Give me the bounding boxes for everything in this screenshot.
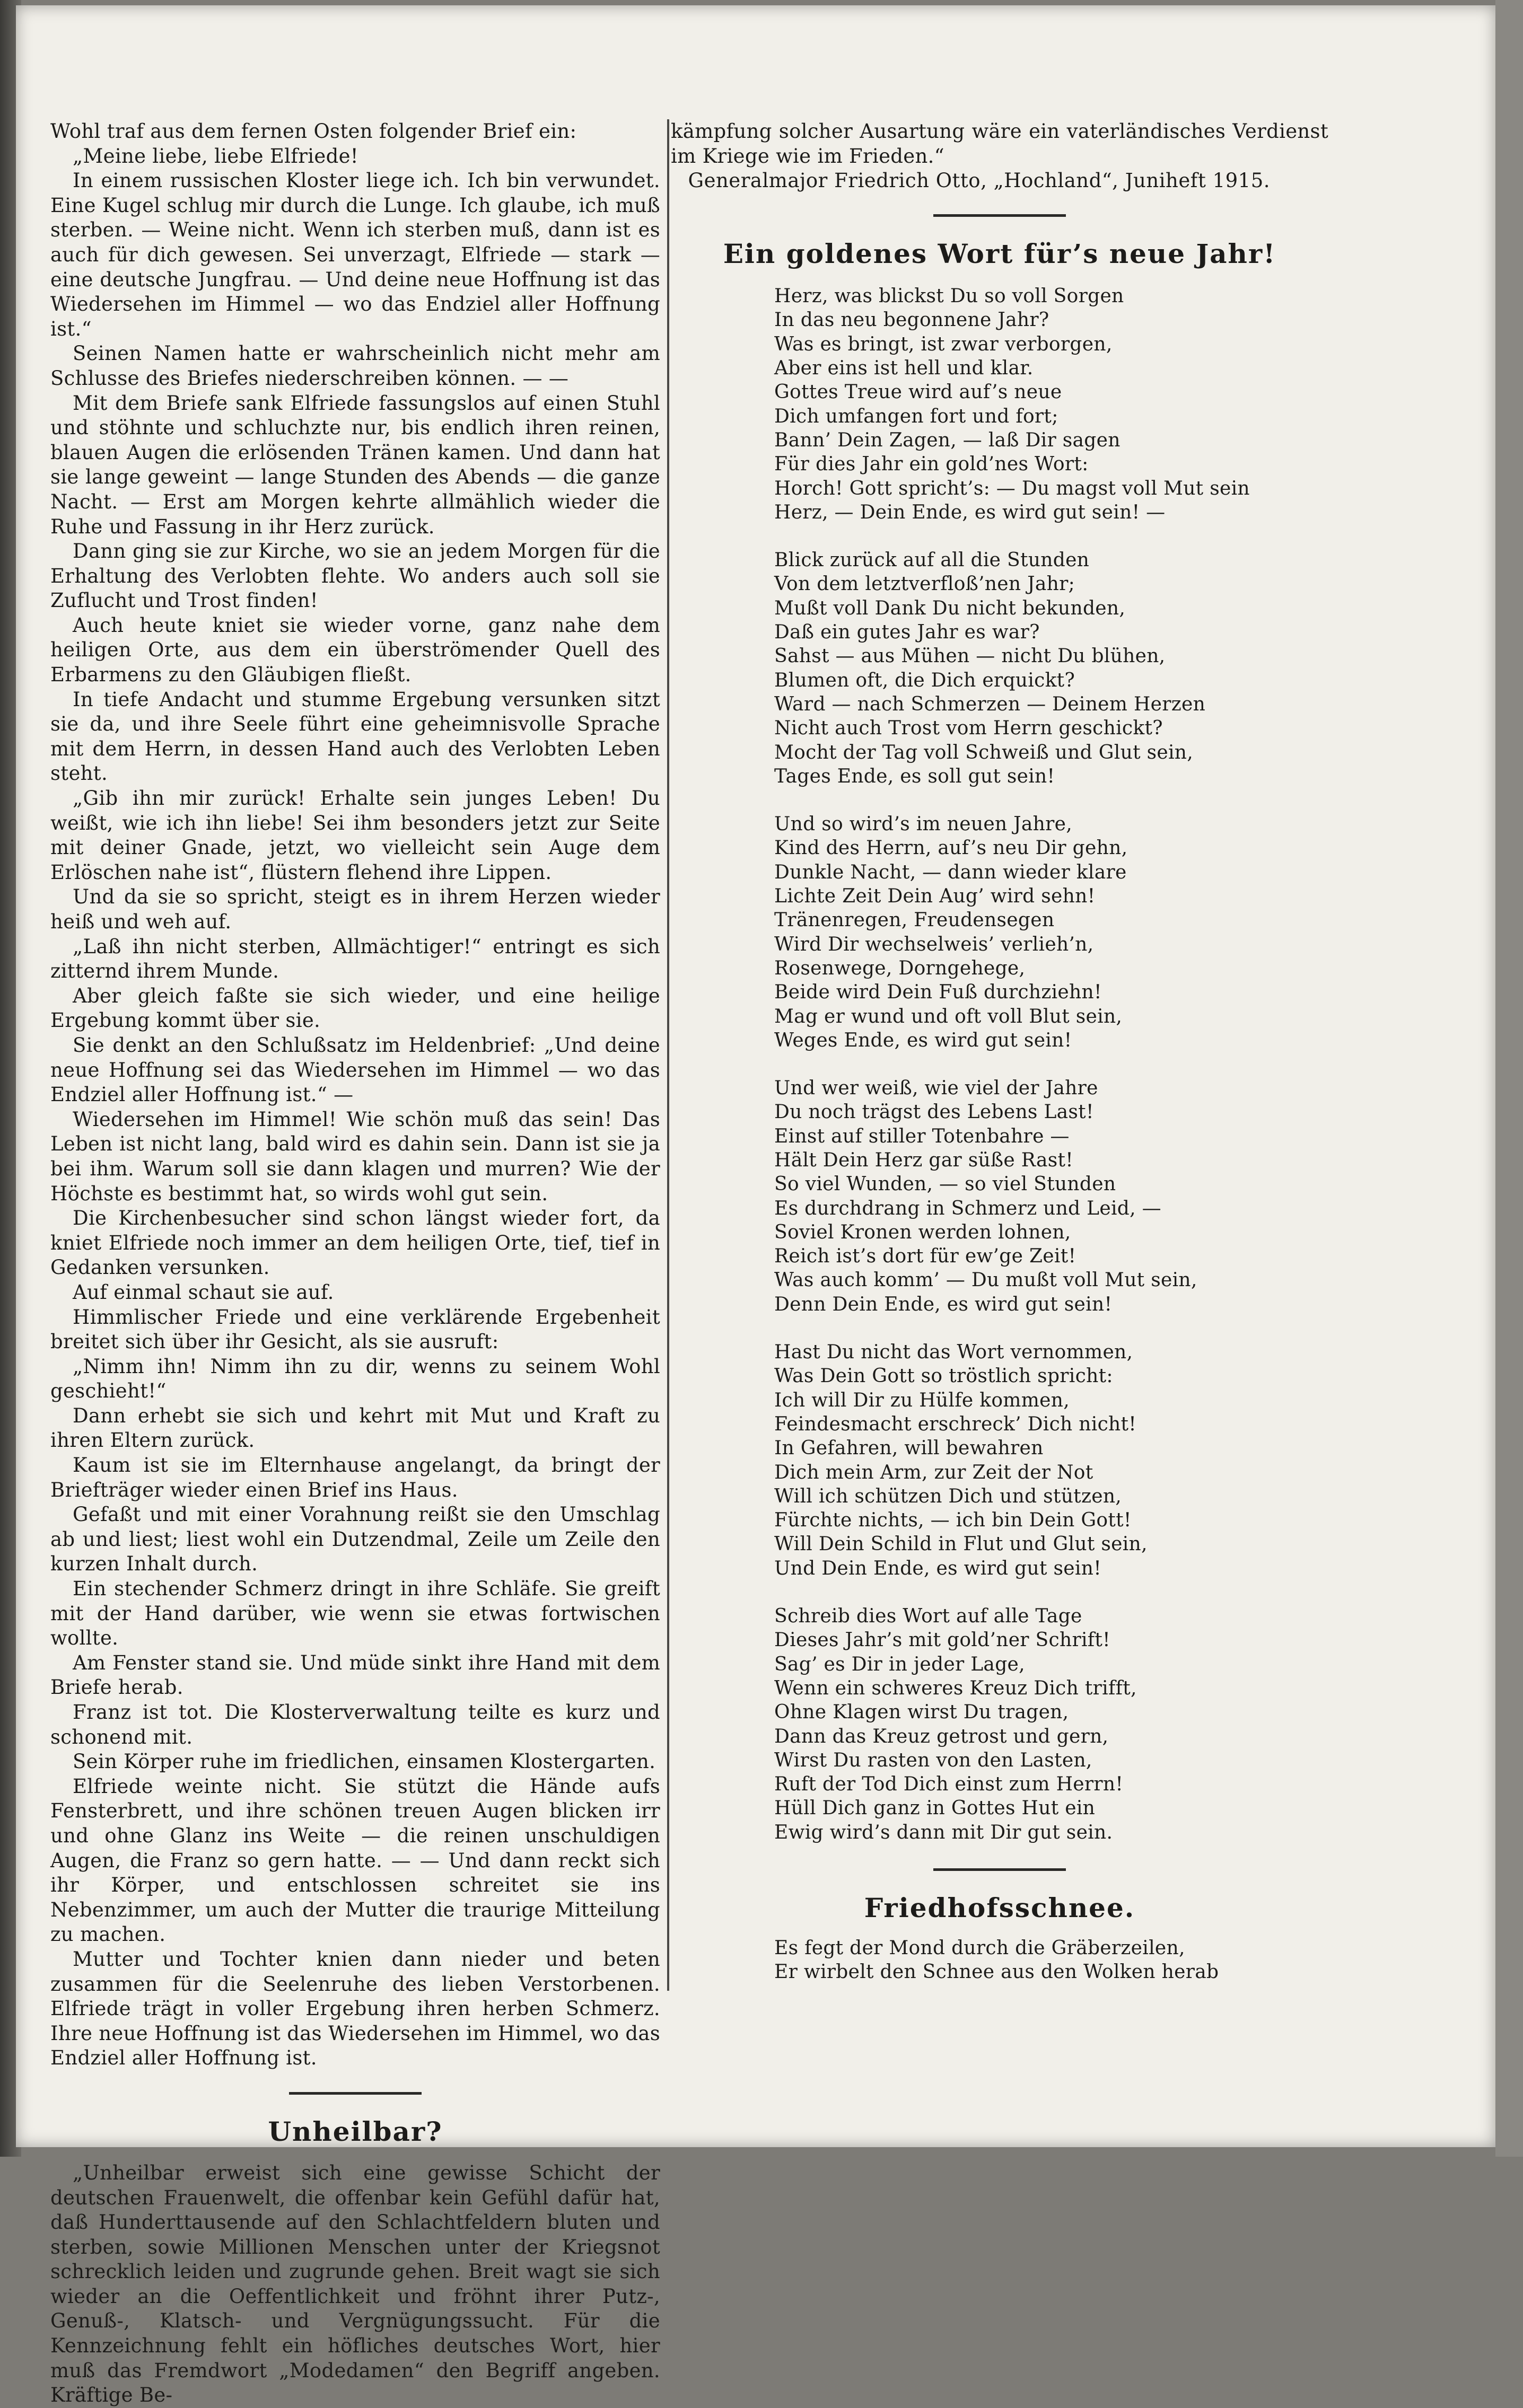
story-paragraph: Sein Körper ruhe im friedlichen, einsamen Klostergarten. [73,1750,656,1773]
scan-edge-right [1495,0,1523,2157]
poem-line: Es durchdrang in Schmerz und Leid, — [774,1197,1161,1219]
poem-line: Mag er wund und oft voll Blut sein, [774,1005,1123,1027]
poem-line: Was auch komm’ — Du mußt voll Mut sein, [774,1269,1197,1291]
section-rule [933,1868,1066,1871]
poem-stanza [774,548,1328,788]
story-paragraph: Seinen Namen hatte er wahrscheinlich nicht mehr am Schlusse des Briefes niederschreiben können. — — [50,342,660,390]
second-poem [774,1936,1328,1984]
story-paragraph: Ein stechender Schmerz dringt in ihre Schläfe. Sie greift mit der Hand darüber, wie wenn sie etwas fortwischen wollte. [50,1577,660,1650]
poem-line: Ohne Klagen wirst Du tragen, [774,1701,1069,1724]
poem-line: Ward — nach Schmerzen — Deinem Herzen [774,693,1206,715]
poem-line: Dann das Kreuz getrost und gern, [774,1725,1109,1747]
poem-line: Wirst Du rasten von den Lasten, [774,1749,1092,1771]
poem-line: Beide wird Dein Fuß durchziehn! [774,981,1102,1004]
left-column [50,119,660,2408]
story-paragraph: Und da sie so spricht, steigt es in ihrem Herzen wieder heiß und weh auf. [50,885,660,933]
poem-line: In das neu begonnene Jahr? [774,309,1049,331]
story-text [50,119,660,2071]
poem-stanza [774,1076,1328,1316]
story-paragraph: Franz ist tot. Die Klosterverwaltung teilte es kurz und schonend mit. [50,1701,660,1748]
poem-line: Aber eins ist hell und klar. [774,357,1034,380]
poem-line: Dunkle Nacht, — dann wieder klare [774,861,1127,883]
poem-line: Nicht auch Trost vom Herrn geschickt? [774,717,1163,740]
poem-line: Wird Dir wechselweis’ verlieh’n, [774,933,1094,955]
poem-line: Denn Dein Ende, es wird gut sein! [774,1293,1113,1315]
poem-line: Schreib dies Wort auf alle Tage [774,1605,1082,1628]
second-poem-title: Friedhofsschnee. [864,1892,1135,1923]
story-paragraph: „Meine liebe, liebe Elfriede! [73,144,358,168]
poem-line: Weges Ende, es wird gut sein! [774,1029,1072,1051]
story-paragraph: Die Kirchenbesucher sind schon längst wieder fort, da kniet Elfriede noch immer an dem heiligen Orte, tief, tief in Gedanken versunken. [50,1207,660,1279]
poem-stanza [774,1340,1328,1580]
poem-line: Daß ein gutes Jahr es war? [774,621,1040,644]
poem-line: Sag’ es Dir in jeder Lage, [774,1653,1025,1675]
story-paragraph: Auch heute kniet sie wieder vorne, ganz nahe dem heiligen Orte, aus dem ein überströmender Quell des Erbarmens zu den Gläubigen fließt. [50,613,660,687]
poem-line: Will ich schützen Dich und stützen, [774,1485,1122,1507]
right-column [671,119,1328,1984]
section-rule [289,2092,422,2095]
poem-line: Er wirbelt den Schnee aus den Wolken herab [774,1961,1219,1983]
poem-line: Reich ist’s dort für ew’ge Zeit! [774,1245,1076,1268]
poem-stanza [774,812,1328,1052]
poem-line: Ruft der Tod Dich einst zum Herrn! [774,1773,1124,1796]
story-paragraph: „Laß ihn nicht sterben, Allmächtiger!“ entringt es sich zitternd ihrem Munde. [50,935,660,983]
poem-line: Du noch trägst des Lebens Last! [774,1101,1094,1123]
poem-line: Tages Ende, es soll gut sein! [774,765,1055,787]
poem-line: Bann’ Dein Zagen, — laß Dir sagen [774,429,1121,451]
poem-line: Und Dein Ende, es wird gut sein! [774,1557,1101,1579]
poem-line: Soviel Kronen werden lohnen, [774,1221,1071,1243]
poem-line: Es fegt der Mond durch die Gräberzeilen, [774,1937,1185,1959]
story-paragraph: In einem russischen Kloster liege ich. Ich bin verwundet. Eine Kugel schlug mir durch die Lunge. Ich glaube, ich muß sterben. — Weine nicht. Wenn ich sterben muß, dann ist es auch für dich gewesen. Sei unverzagt, Elfriede — stark — eine deutsche Jungfrau. — Und deine neue Hoffnung ist das Wiedersehen im Himmel — wo das Endziel aller Hoffnung ist.“ [50,169,660,340]
story-paragraph: Dann ging sie zur Kirche, wo sie an jedem Morgen für die Erhaltung des Verlobten flehte. Wo anders auch soll sie Zuflucht und Trost finden! [50,540,660,612]
poem-line: Ich will Dir zu Hülfe kommen, [774,1389,1070,1411]
poem-line: Einst auf stiller Totenbahre — [774,1125,1070,1147]
story-paragraph: Am Fenster stand sie. Und müde sinkt ihre Hand mit dem Briefe herab. [50,1651,660,1699]
poem-line: Feindesmacht erschreck’ Dich nicht! [774,1413,1137,1435]
poem-line: Gottes Treue wird auf’s neue [774,381,1062,403]
poem-line: Horch! Gott spricht’s: — Du magst voll Mut sein [774,477,1250,499]
poem-line: Fürchte nichts, — ich bin Dein Gott! [774,1509,1132,1532]
article-text: „Unheilbar erweist sich eine gewisse Schicht der deutschen Frauenwelt, die offenbar kein Gefühl dafür hat, daß Hunderttausende auf den Schlachtfeldern bluten und sterben, sowie Millionen Menschen unter der Kriegsnot schrecklich leiden und zugrunde gehen. Breit wagt sie sich wieder an die Oeffentlichkeit und fröhnt ihrer Putz-, Genuß-, Klatsch- und Vergnügungssucht. Für die Kennzeichnung fehlt ein höfliches deutsches Wort, hier muß das Fremdwort „Modedamen“ den Begriff angeben. Kräftige Be- [50,2161,660,2407]
story-paragraph: Mutter und Tochter knien dann nieder und beten zusammen für die Seelenruhe des lieben Verstorbenen. Elfriede trägt in voller Ergebung ihren herben Schmerz. Ihre neue Hoffnung ist das Wiedersehen im Himmel, wo das Endziel aller Hoffnung ist. [50,1947,660,2070]
poem-line: Tränenregen, Freudensegen [774,909,1055,931]
poem-stanza [774,1604,1328,1844]
story-paragraph: Kaum ist sie im Elternhause angelangt, da bringt der Briefträger wieder einen Brief ins Haus. [50,1454,660,1501]
poem-line: Was Dein Gott so tröstlich spricht: [774,1365,1113,1387]
poem-line: Von dem letztverfloß’nen Jahr; [774,573,1075,595]
poem-line: Hüll Dich ganz in Gottes Hut ein [774,1797,1096,1820]
article-source: Generalmajor Friedrich Otto, „Hochland“, Juniheft 1915. [688,169,1270,192]
story-paragraph: Aber gleich faßte sie sich wieder, und eine heilige Ergebung kommt über sie. [50,984,660,1032]
article-continuation: kämpfung solcher Ausartung wäre ein vaterländisches Verdienst im Kriege wie im Frieden.“ [671,120,1328,168]
poem-line: Hast Du nicht das Wort vernommen, [774,1341,1133,1364]
story-paragraph: In tiefe Andacht und stumme Ergebung versunken sitzt sie da, und ihre Seele führt eine geheimnisvolle Sprache mit dem Herrn, in dessen Hand auch des Verlobten Leben steht. [50,688,660,785]
section-rule [933,214,1066,217]
poem [774,284,1328,1844]
column-divider [667,119,669,1991]
poem-line: Mußt voll Dank Du nicht bekunden, [774,597,1126,619]
poem-line: Kind des Herrn, auf’s neu Dir gehn, [774,837,1128,859]
poem-line: Für dies Jahr ein gold’nes Wort: [774,453,1089,476]
story-paragraph: Wohl traf aus dem fernen Osten folgender Brief ein: [50,120,577,143]
poem-line: Dich umfangen fort und fort; [774,405,1058,427]
poem-line: Ewig wird’s dann mit Dir gut sein. [774,1821,1113,1843]
poem-line: Mocht der Tag voll Schweiß und Glut sein, [774,741,1194,763]
poem-line: Was es bringt, ist zwar verborgen, [774,333,1113,355]
poem-line: Blumen oft, die Dich erquickt? [774,669,1075,691]
story-paragraph: Himmlischer Friede und eine verklärende Ergebenheit breitet sich über ihr Gesicht, als sie ausruft: [50,1305,660,1354]
article-title: Unheilbar? [268,2115,443,2147]
poem-line: Blick zurück auf all die Stunden [774,549,1090,572]
poem-line: Und wer weiß, wie viel der Jahre [774,1077,1098,1100]
poem-title: Ein goldenes Wort für’s neue Jahr! [723,238,1276,270]
story-paragraph: Wiedersehen im Himmel! Wie schön muß das sein! Das Leben ist nicht lang, bald wird es dahin sein. Dann ist sie ja bei ihm. Warum soll sie dann klagen und murren? Wie der Höchste es bestimmt hat, so wirds wohl gut sein. [50,1108,660,1205]
poem-line: So viel Wunden, — so viel Stunden [774,1173,1116,1196]
poem-line: Herz, was blickst Du so voll Sorgen [774,285,1124,307]
story-paragraph: Gefaßt und mit einer Vorahnung reißt sie den Umschlag ab und liest; liest wohl ein Dutzendmal, Zeile um Zeile den kurzen Inhalt durch. [50,1503,660,1576]
poem-line: Lichte Zeit Dein Aug’ wird sehn! [774,885,1096,908]
poem-line: Und so wird’s im neuen Jahre, [774,813,1072,836]
poem-line: Dieses Jahr’s mit gold’ner Schrift! [774,1629,1110,1651]
poem-line: Rosenwege, Dorngehege, [774,957,1026,979]
story-paragraph: Sie denkt an den Schlußsatz im Heldenbrief: „Und deine neue Hoffnung sei das Wiedersehen im Himmel — wo das Endziel aller Hoffnung ist.“ — [50,1033,660,1106]
story-paragraph: Elfriede weinte nicht. Sie stützt die Hände aufs Fensterbrett, und ihre schönen treuen Augen blicken irr und ohne Glanz ins Weite — die reinen unschuldigen Augen, die Franz so gern hatte. — — Und dann reckt sich ihr Körper, und entschlossen schreitet sie ins Nebenzimmer, um auch der Mutter die traurige Mitteilung zu machen. [50,1774,660,1946]
poem-line: Dich mein Arm, zur Zeit der Not [774,1461,1093,1483]
poem-line: Hält Dein Herz gar süße Rast! [774,1149,1074,1171]
poem-stanza [774,284,1328,524]
poem-line: Herz, — Dein Ende, es wird gut sein! — [774,501,1166,523]
story-paragraph: „Gib ihn mir zurück! Erhalte sein junges Leben! Du weißt, wie ich ihn liebe! Sei ihm besonders jetzt zur Seite mit deiner Gnade, jetzt, wo vielleicht sein Auge dem Erlöschen nahe ist“, flüstern flehend ihre Lippen. [50,787,660,884]
story-paragraph: Auf einmal schaut sie auf. [73,1280,334,1304]
story-paragraph: Mit dem Briefe sank Elfriede fassungslos auf einen Stuhl und stöhnte und schluchzte nur, bis endlich ihren reinen, blauen Augen die erlösenden Tränen kamen. Und dann hat sie lange geweint — lange Stunden des Abends — die ganze Nacht. — Erst am Morgen kehrte allmählich wieder die Ruhe und Fassung in ihr Herz zurück. [50,391,660,538]
poem-line: In Gefahren, will bewahren [774,1437,1044,1460]
story-paragraph: Dann erhebt sie sich und kehrt mit Mut und Kraft zu ihren Eltern zurück. [50,1404,660,1452]
poem-line: Sahst — aus Mühen — nicht Du blühen, [774,645,1166,667]
story-paragraph: „Nimm ihn! Nimm ihn zu dir, wenns zu seinem Wohl geschieht!“ [50,1355,660,1403]
poem-line: Will Dein Schild in Flut und Glut sein, [774,1533,1148,1555]
poem-line: Wenn ein schweres Kreuz Dich trifft, [774,1677,1137,1699]
